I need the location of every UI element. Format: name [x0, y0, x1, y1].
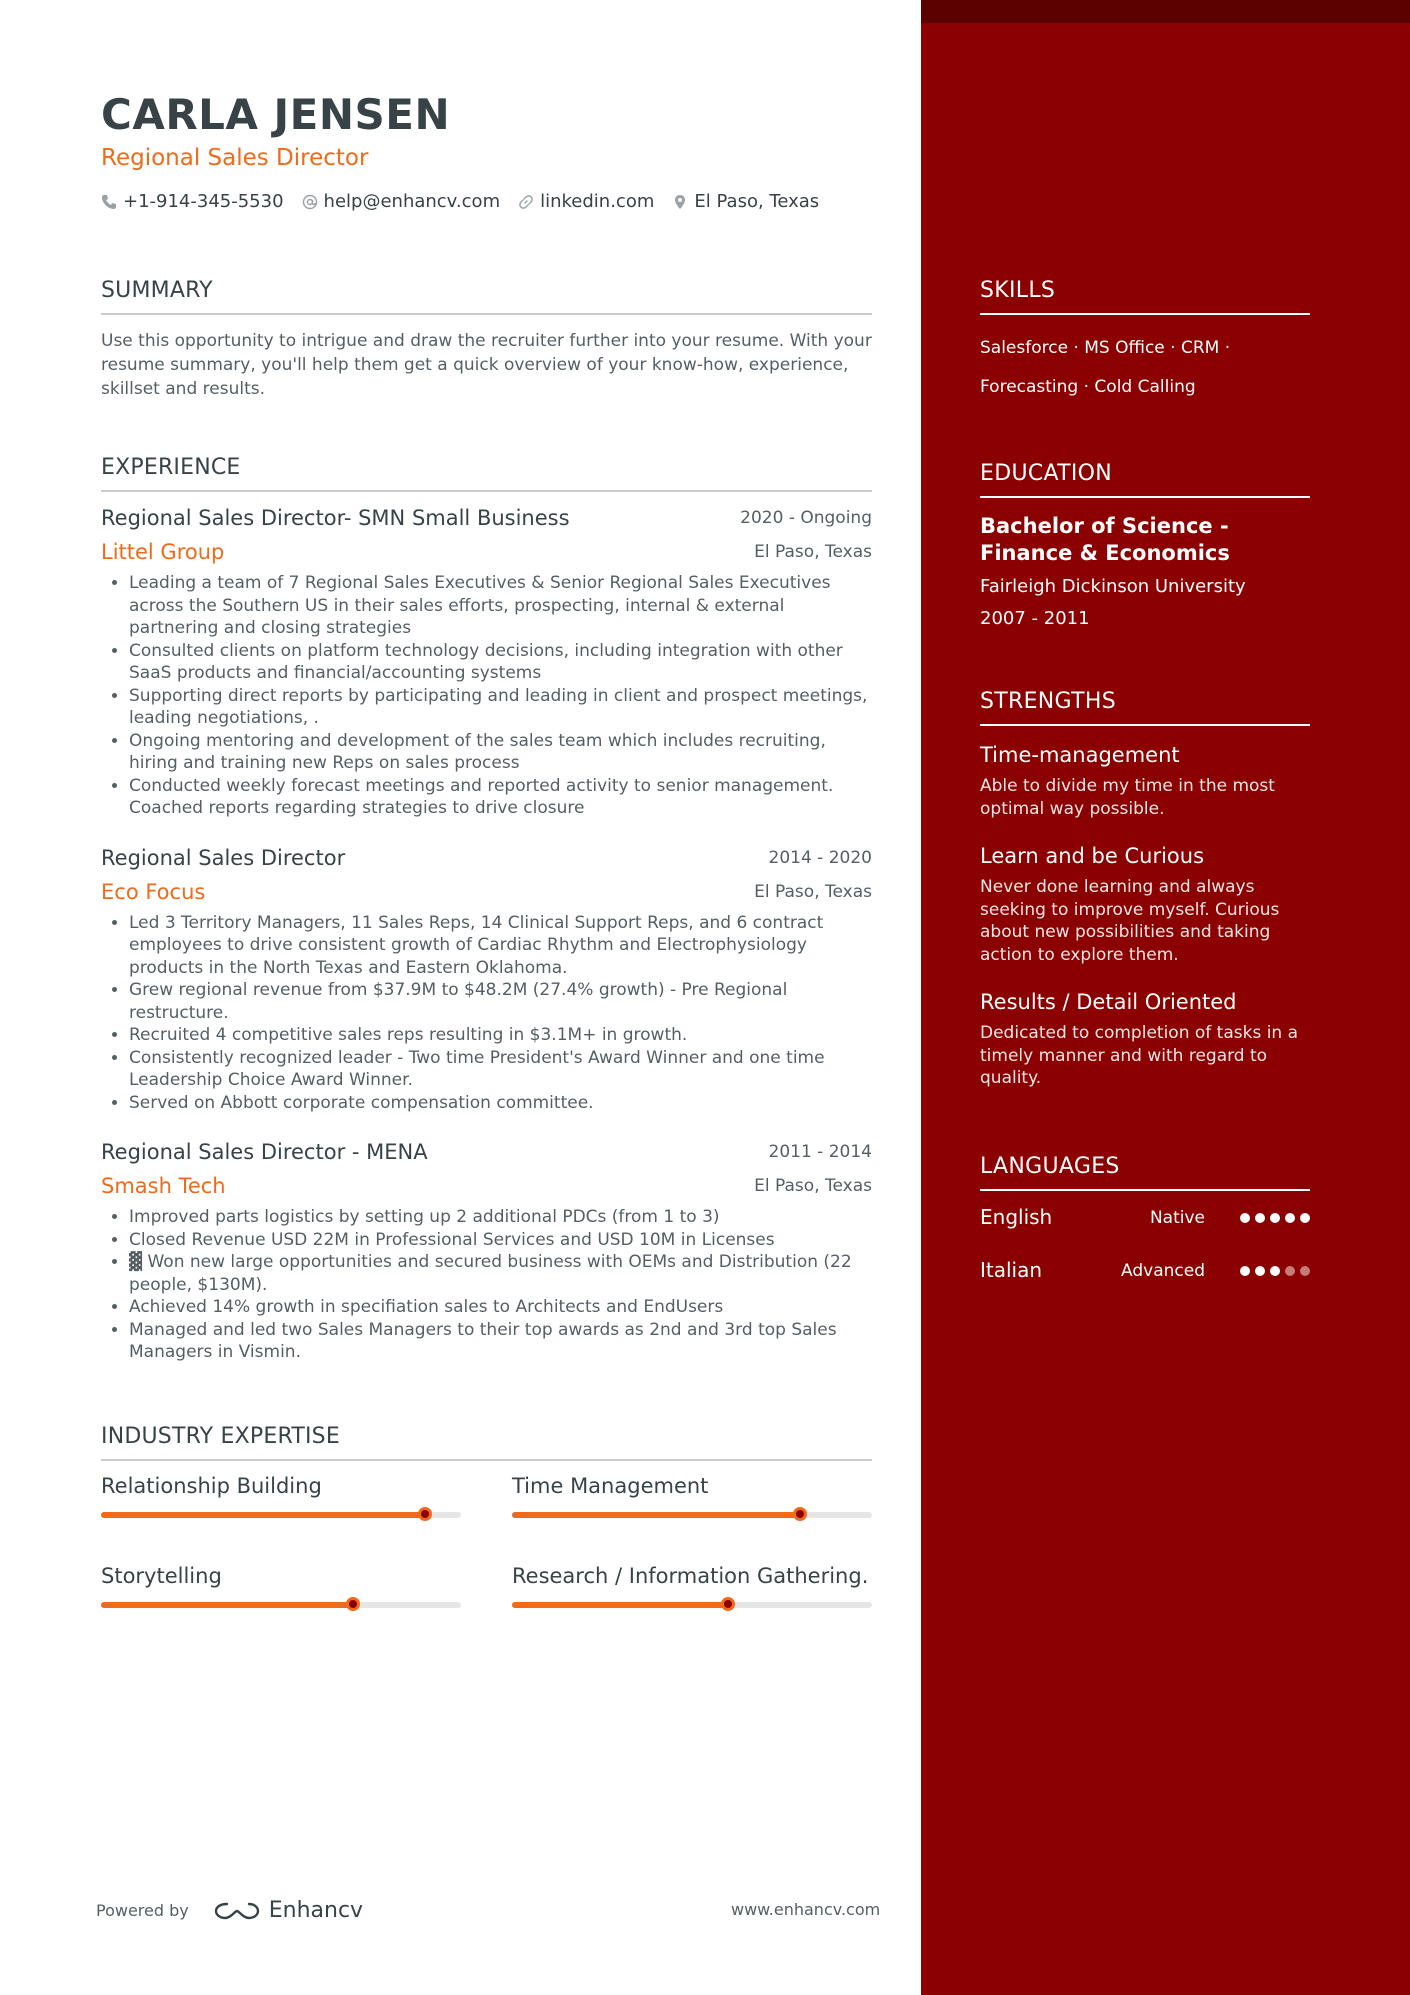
education-degree: Bachelor of Science - Finance & Economics	[980, 514, 1230, 565]
job-bullets	[101, 572, 872, 820]
job-company: Littel Group	[101, 540, 225, 564]
summary-heading: SUMMARY	[101, 278, 872, 315]
industry-expertise-section	[101, 1424, 872, 1684]
education-section	[980, 461, 1310, 629]
location-pin-icon	[672, 194, 688, 210]
job-entry	[101, 846, 872, 1115]
sidebar	[921, 0, 1410, 1995]
filled-dot-icon	[1285, 1213, 1295, 1223]
strength-item	[980, 844, 1310, 966]
job-bullet: • Led 3 Territory Managers, 11 Sales Reps, 14 Clinical Support Reps, and 6 contract employees to drive consistent growth of Cardiac Rhythm and Electrophysiology products in the North Texas and Eastern Oklahoma.	[129, 912, 872, 980]
language-dots	[1240, 1266, 1310, 1276]
job-bullet: • Leading a team of 7 Regional Sales Executives & Senior Regional Sales Executives across the Southern US in their sales efforts, prospecting, internal & external partnering and closing strategies	[129, 572, 872, 640]
filled-dot-icon	[1255, 1266, 1265, 1276]
job-bullet: • Recruited 4 competitive sales reps resulting in $3.1M+ in growth.	[129, 1024, 872, 1047]
job-bullet: • Achieved 14% growth in specifiation sales to Architects and EndUsers	[129, 1296, 872, 1319]
education-school: Fairleigh Dickinson University	[980, 576, 1246, 597]
job-company: Eco Focus	[101, 879, 206, 904]
expertise-item	[512, 1564, 872, 1608]
language-item	[980, 1191, 1310, 1244]
filled-dot-icon	[1255, 1213, 1265, 1223]
filled-dot-icon	[1270, 1266, 1280, 1276]
expertise-name: Research / Information Gathering.	[512, 1564, 869, 1588]
location-text: El Paso, Texas	[694, 191, 820, 212]
expertise-bar-knob	[721, 1597, 735, 1611]
filled-dot-icon	[1240, 1213, 1250, 1223]
expertise-item	[512, 1474, 872, 1518]
contact-linkedin[interactable]	[518, 191, 654, 212]
enhancv-logo[interactable]	[213, 1898, 363, 1923]
summary-text: Use this opportunity to intrigue and draw the recruiter further into your resume. With your resume summary, you'll help them get a quick overview of your know-how, experience, skillset and results.	[101, 331, 872, 399]
languages-heading: LANGUAGES	[980, 1154, 1310, 1191]
language-item	[980, 1244, 1310, 1297]
enhancv-logo-icon	[213, 1900, 261, 1922]
job-company: Smash Tech	[101, 1174, 226, 1198]
link-icon	[518, 194, 534, 210]
education-dates: 2007 - 2011	[980, 608, 1090, 629]
candidate-title: Regional Sales Director	[101, 145, 369, 171]
education-heading: EDUCATION	[980, 461, 1310, 498]
strengths-heading: STRENGTHS	[980, 689, 1310, 726]
skills-line: Salesforce · MS Office · CRM ·	[980, 338, 1231, 358]
expertise-grid	[101, 1474, 872, 1684]
footer-powered	[96, 1898, 363, 1923]
strength-item	[980, 990, 1310, 1090]
contact-location	[672, 191, 819, 212]
skills-section	[980, 278, 1310, 407]
skills-line: Forecasting · Cold Calling	[980, 377, 1196, 397]
job-entry	[101, 506, 872, 820]
strength-title: Time-management	[980, 743, 1180, 767]
expertise-bar	[512, 1602, 872, 1608]
linkedin-text: linkedin.com	[540, 191, 655, 212]
phone-icon	[101, 194, 117, 210]
expertise-bar-fill	[512, 1512, 800, 1518]
industry-expertise-heading: INDUSTRY EXPERTISE	[101, 1424, 872, 1461]
filled-dot-icon	[1300, 1213, 1310, 1223]
expertise-bar-fill	[101, 1512, 425, 1518]
filled-dot-icon	[1270, 1213, 1280, 1223]
expertise-bar	[101, 1602, 461, 1608]
contact-bar	[101, 191, 819, 212]
strength-title: Results / Detail Oriented	[980, 990, 1237, 1014]
powered-by-text: Powered by	[96, 1901, 189, 1920]
empty-dot-icon	[1285, 1266, 1295, 1276]
job-role: Regional Sales Director	[101, 845, 346, 870]
email-text: help@enhancv.com	[323, 191, 501, 212]
job-bullets	[101, 912, 872, 1115]
job-bullet: • Consistently recognized leader - Two time President's Award Winner and one time Leadership Choice Award Winner.	[129, 1047, 872, 1092]
strength-item	[980, 743, 1310, 820]
job-role: Regional Sales Director - MENA	[101, 1140, 428, 1164]
languages-section	[980, 1154, 1310, 1297]
expertise-bar	[101, 1512, 461, 1518]
expertise-bar	[512, 1512, 872, 1518]
phone-text: +1-914-345-5530	[123, 191, 284, 212]
job-location: El Paso, Texas	[754, 542, 872, 562]
job-dates: 2011 - 2014	[768, 1142, 872, 1162]
expertise-bar-fill	[101, 1602, 353, 1608]
skills-list	[980, 329, 1310, 407]
strength-desc: Dedicated to completion of tasks in a timely manner and with regard to quality.	[980, 1023, 1299, 1088]
strength-desc: Able to divide my time in the most optimal way possible.	[980, 776, 1275, 819]
job-bullet: • Managed and led two Sales Managers to their top awards as 2nd and 3rd top Sales Managers in Vismin.	[129, 1319, 872, 1364]
expertise-item	[101, 1564, 461, 1608]
language-level: Advanced	[1121, 1261, 1205, 1281]
job-bullets	[101, 1206, 872, 1364]
job-bullet: • Grew regional revenue from $37.9M to $48.2M (27.4% growth) - Pre Regional restructure.	[129, 979, 872, 1024]
job-dates: 2020 - Ongoing	[740, 508, 872, 528]
job-entry	[101, 1140, 872, 1364]
expertise-name: Time Management	[512, 1474, 709, 1498]
expertise-bar-knob	[418, 1507, 432, 1521]
strengths-section	[980, 689, 1310, 1090]
experience-section	[101, 455, 872, 1364]
contact-email[interactable]	[302, 191, 501, 212]
job-bullet: • Ongoing mentoring and development of the sales team which includes recruiting, hiring and training new Reps on sales process	[129, 730, 872, 775]
job-bullet: • ▓ Won new large opportunities and secured business with OEMs and Distribution (22 people, $130M).	[129, 1251, 872, 1296]
language-dots	[1240, 1213, 1310, 1223]
job-bullet: • Consulted clients on platform technology decisions, including integration with other SaaS products and financial/accounting systems	[129, 640, 872, 685]
job-location: El Paso, Texas	[754, 1176, 872, 1196]
job-bullet: • Conducted weekly forecast meetings and reported activity to senior management. Coached reports regarding strategies to drive closure	[129, 775, 872, 820]
expertise-item	[101, 1474, 461, 1518]
strength-desc: Never done learning and always seeking to improve myself. Curious about new possibilities and taking action to explore them.	[980, 877, 1280, 965]
job-location: El Paso, Texas	[754, 881, 872, 902]
job-bullet: • Supporting direct reports by participating and leading in client and prospect meetings, leading negotiations, .	[129, 685, 872, 730]
skills-heading: SKILLS	[980, 278, 1310, 315]
job-bullet: • Closed Revenue USD 22M in Professional Services and USD 10M in Licenses	[129, 1229, 872, 1252]
language-name: Italian	[980, 1258, 1043, 1282]
footer-url[interactable]: www.enhancv.com	[731, 1900, 881, 1919]
job-bullet: • Improved parts logistics by setting up 2 additional PDCs (from 1 to 3)	[129, 1206, 872, 1229]
expertise-name: Relationship Building	[101, 1474, 322, 1498]
empty-dot-icon	[1300, 1266, 1310, 1276]
candidate-name: CARLA JENSEN	[101, 90, 451, 139]
language-name: English	[980, 1205, 1053, 1229]
summary-section	[101, 278, 872, 401]
strength-title: Learn and be Curious	[980, 844, 1205, 868]
enhancv-brand-text: Enhancv	[268, 1898, 364, 1923]
expertise-bar-knob	[346, 1597, 360, 1611]
expertise-name: Storytelling	[101, 1564, 222, 1588]
filled-dot-icon	[1240, 1266, 1250, 1276]
expertise-bar-fill	[512, 1602, 728, 1608]
at-icon	[302, 194, 318, 210]
language-level: Native	[1149, 1208, 1205, 1228]
job-dates: 2014 - 2020	[768, 847, 872, 868]
contact-phone[interactable]	[101, 191, 284, 212]
experience-heading: EXPERIENCE	[101, 455, 872, 492]
job-role: Regional Sales Director- SMN Small Business	[101, 506, 570, 530]
expertise-bar-knob	[793, 1507, 807, 1521]
job-bullet: • Served on Abbott corporate compensation committee.	[129, 1092, 872, 1115]
sidebar-top-band	[921, 0, 1410, 23]
